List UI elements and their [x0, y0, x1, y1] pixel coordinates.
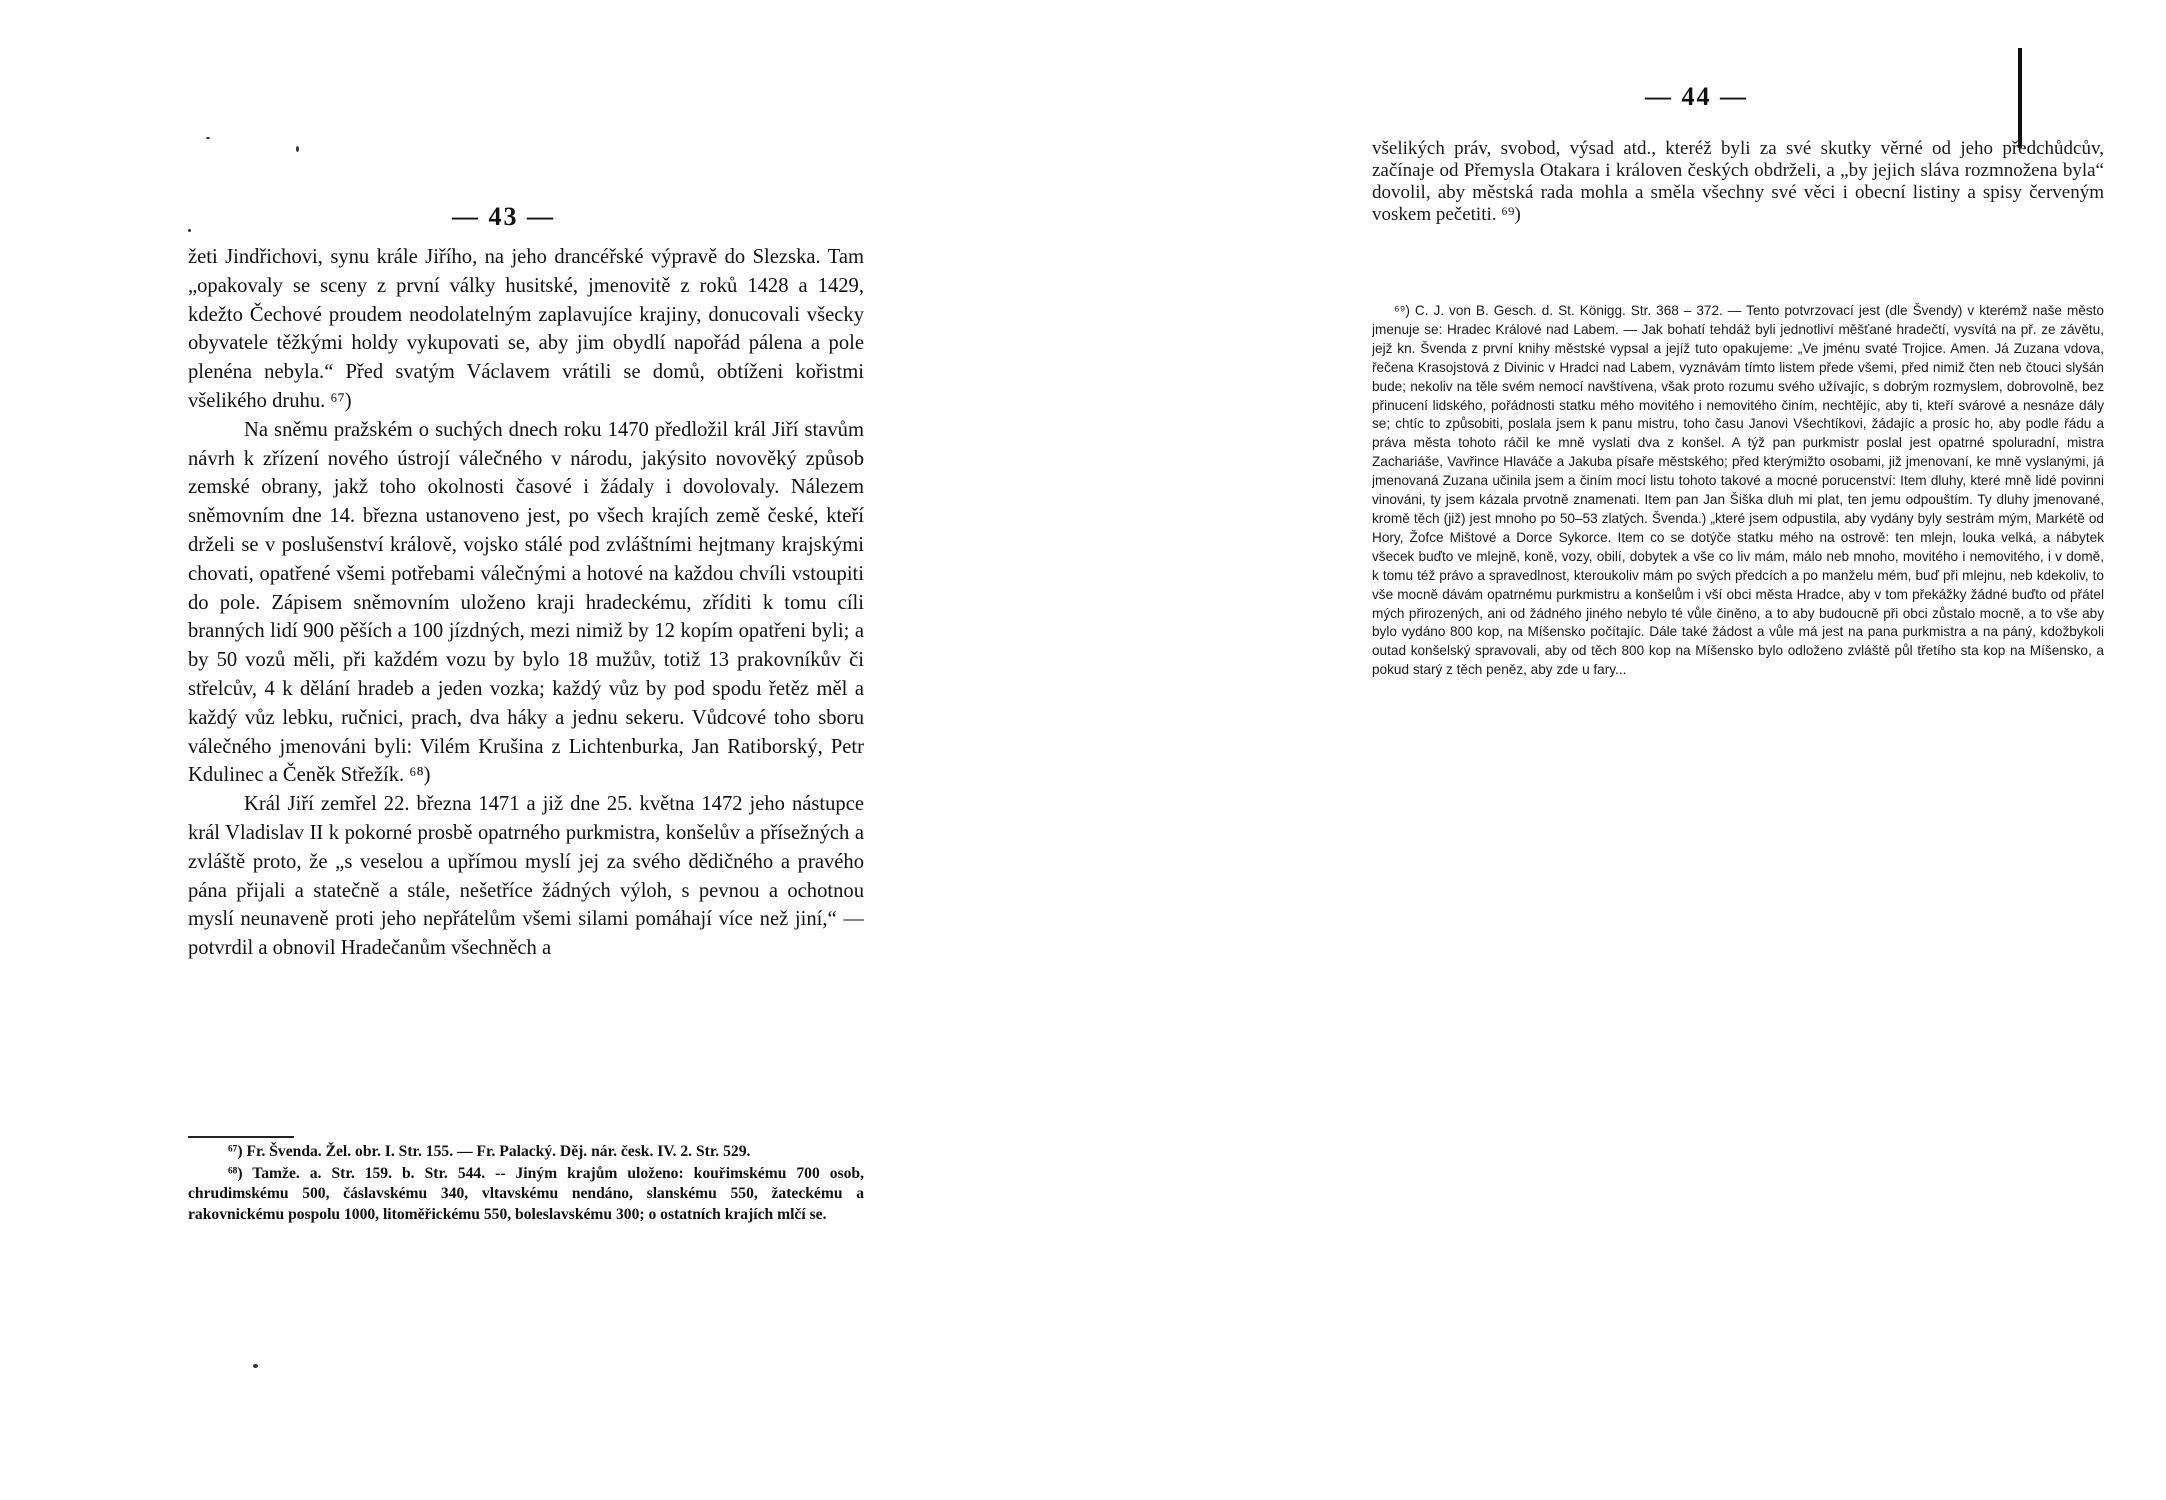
- paragraph-1: žeti Jindřichovi, synu krále Jiřího, na jeho drancéřské výpravě do Slezska. Tam „opakovaly se sceny z první války husitské, jmenovitě z roků 1428 a 1429, kdežto Čechové proudem neodolatelným zaplavujíce krajiny, donucovali všecky obyvatele těžkými holdy vykupovati se, aby jim obydlí napořád pálena a pole plenéna nebyla.“ Před svatým Václavem vrátili se domů, obtíženi kořistmi všelikého druhu. ⁶⁷): [188, 246, 864, 412]
- scan-speck: [296, 146, 299, 152]
- footnote-67: ⁶⁷) Fr. Švenda. Žel. obr. I. Str. 155. — Fr. Palacký. Děj. nár. česk. IV. 2. Str. 529.: [228, 1143, 751, 1160]
- body-text-left: [188, 243, 864, 963]
- footnote-rule: [188, 1136, 294, 1138]
- footnote-69: ⁶⁹) C. J. von B. Gesch. d. St. Königg. Str. 368 – 372. — Tento potvrzovací jest (dle Švendy) v kterémž naše město jmenuje se: Hradec Králové nad Labem. — Jak bohatí tehdáž byli jednotliví měšťané hradečtí, vysvítá na př. ze závětu, jejž kn. Švenda z první knihy městské vypsal a jejíž tuto opakujeme: „Ve jménu svaté Trojice. Amen. Já Zuzana vdova, řečena Krasojstová z Divinic v Hradci nad Labem, vyznávám tímto listem přede všemi, před nimiž čten neb čtouci slyšán bude; nekoliv na těle svém nemocí navštívena, však proto rozumu svého užívajíc, s dobrým rozmyslem, dobrovolně, bez přinucení lidského, pořádnosti statku mého movitého i nemovitého činím, nechtějíc, aby ti, kteří svárové a nesnáze dály se; chtíc to způsobiti, poslala jsem k panu mistru, toho času Janovi Všechtíkovi, žádajíc a prosíc ho, aby podle řádu a práva města tohoto ráčil ke mně vyslati dva z konšel. A týž pan purkmistr poslal jest opatrné spoluradní, mistra Zachariáše, Vavřince Hlaváče a Jakuba písaře městského; před kterýmižto osobami, již jmenovaní, ke mně vyslanými, já jmenovaná Zuzana učinila jsem a činím mocí listu tohoto takové a mocné porucenství: Item dluhy, které mně lidé povinni vinováni, ty jsem kázala prvotně znamenati. Item pan Jan Šiška dluh mi plat, ten jemu odpouštím. Ty dluhy jmenované, kromě těch (již) jest mnoho po 50–53 zlatých. Švenda.) „které jsem odpustila, aby vydány byly sestrám mým, Markétě od Hory, Žofce Mištové a Dorce Sykorce. Item co se dotýče statku mého na ostrově: ten mlejn, louka velká, a nábytek všecek buďto ve mlejně, koně, vozy, obilí, dobytek a vše co liv mám, málo neb mnoho, movitého i nemovitého, i v domě, k tomu též právo a spravedlnost, kteroukoliv mám po svých předcích a po manželu mém, buď při mlejnu, neb kdekoliv, to vše mocně dávám opatrnému purkmistru a konšelům i vší obci města Hradce, aby v tom překážky žádné buďto od přátel mých přirozených, ani od žádného jiného nebylo té vůle činěno, a to aby budoucně při obci zůstalo mocně, a to vše aby bylo vydáno 800 kop, na Míšensko počítajíc. Dále také žádost a vůle má jest na pana purkmistra a na páný, kdožbykoli outad konšelský spravovali, aby od těch 800 kop na Míšensko bylo odloženo zvláště půl třetího sta kop na Míšensko, a pokud starý z těch peněz, aby zde u fary...: [1372, 303, 2104, 678]
- footnotes-right: [1372, 302, 2104, 942]
- scan-speck: [188, 229, 191, 232]
- paragraph-2: Na sněmu pražském o suchých dnech roku 1470 předložil král Jiří stavům návrh k zřízení nového ústrojí válečného v národu, jakýsito novověký způsob zemské obrany, jakž toho okolnosti časové i žádaly i dovolovaly. Nálezem sněmovním dne 14. března ustanoveno jest, po všech krajích země české, kteří drželi se v poslušenství králově, vojsko stálé pod zvláštními hejtmany krajskými chovati, opatřené všemi potřebami válečnými a hotové na každou chvíli vstoupiti do pole. Zápisem sněmovním uloženo kraji hradeckému, zříditi k tomu cíli branných lidí 900 pěších a 100 jízdných, mezi nimiž by 12 kopím opatřeni byli; a by 50 vozů měli, při každém vozu by bylo 18 mužův, totiž 13 prakovníkův či střelcův, 4 k dělání hradeb a jeden vozka; každý vůz by pod spodu řetěz měl a každý vůz lebku, ručnici, prach, dva háky a jednu sekeru. Vůdcové toho sboru válečného jmenováni byli: Vilém Krušina z Lichtenburka, Jan Ratiborský, Petr Kdulinec a Čeněk Střežík. ⁶⁸): [188, 418, 864, 787]
- scan-edge-mark: [2018, 48, 2022, 148]
- page-number-right: — 44 —: [1645, 82, 1748, 111]
- body-text-right: [1372, 138, 2104, 226]
- paragraph-right: všelikých práv, svobod, výsad atd., kteréž byli za své skutky věrné od jeho předchůdcův, začínaje od Přemysla Otakara i královen českých obdrželi, a „by jejich sláva rozmnožena byla“ dovolil, aby městská rada mohla a směla všechny své věci i obecní listiny a spisy červeným voskem pečetiti. ⁶⁹): [1372, 138, 2104, 225]
- right-page: [1083, 0, 2166, 1500]
- paragraph-3: Král Jiří zemřel 22. března 1471 a již dne 25. května 1472 jeho nástupce král Vladislav II k pokorné prosbě opatrného purkmistra, konšelův a přísežných a zvláště proto, že „s veselou a upřímou myslí jej za svého dědičného a pravého pána přijali a statečně a stále, nešetříce žádných výloh, s pevnou a ochotnou myslí neunaveně proti jeho nepřátelům všemi silami pomáhají více než jiní,“ — potvrdil a obnovil Hradečanům všechněch a: [188, 793, 864, 960]
- scan-speck: [206, 137, 210, 139]
- page-number-left: — 43 —: [452, 202, 555, 231]
- scan-speck: [253, 1364, 258, 1368]
- footnotes-left: [188, 1142, 864, 1225]
- footnote-68: ⁶⁸) Tamže. a. Str. 159. b. Str. 544. -- Jiným krajům uloženo: kouřimskému 700 osob, chrudimskému 500, čáslavskému 340, vltavskému nendáno, slanskému 550, žateckému a rakovnickému pospolu 1000, litoměřickému 550, boleslavskému 300; o ostatních krajích mlčí se.: [188, 1165, 864, 1223]
